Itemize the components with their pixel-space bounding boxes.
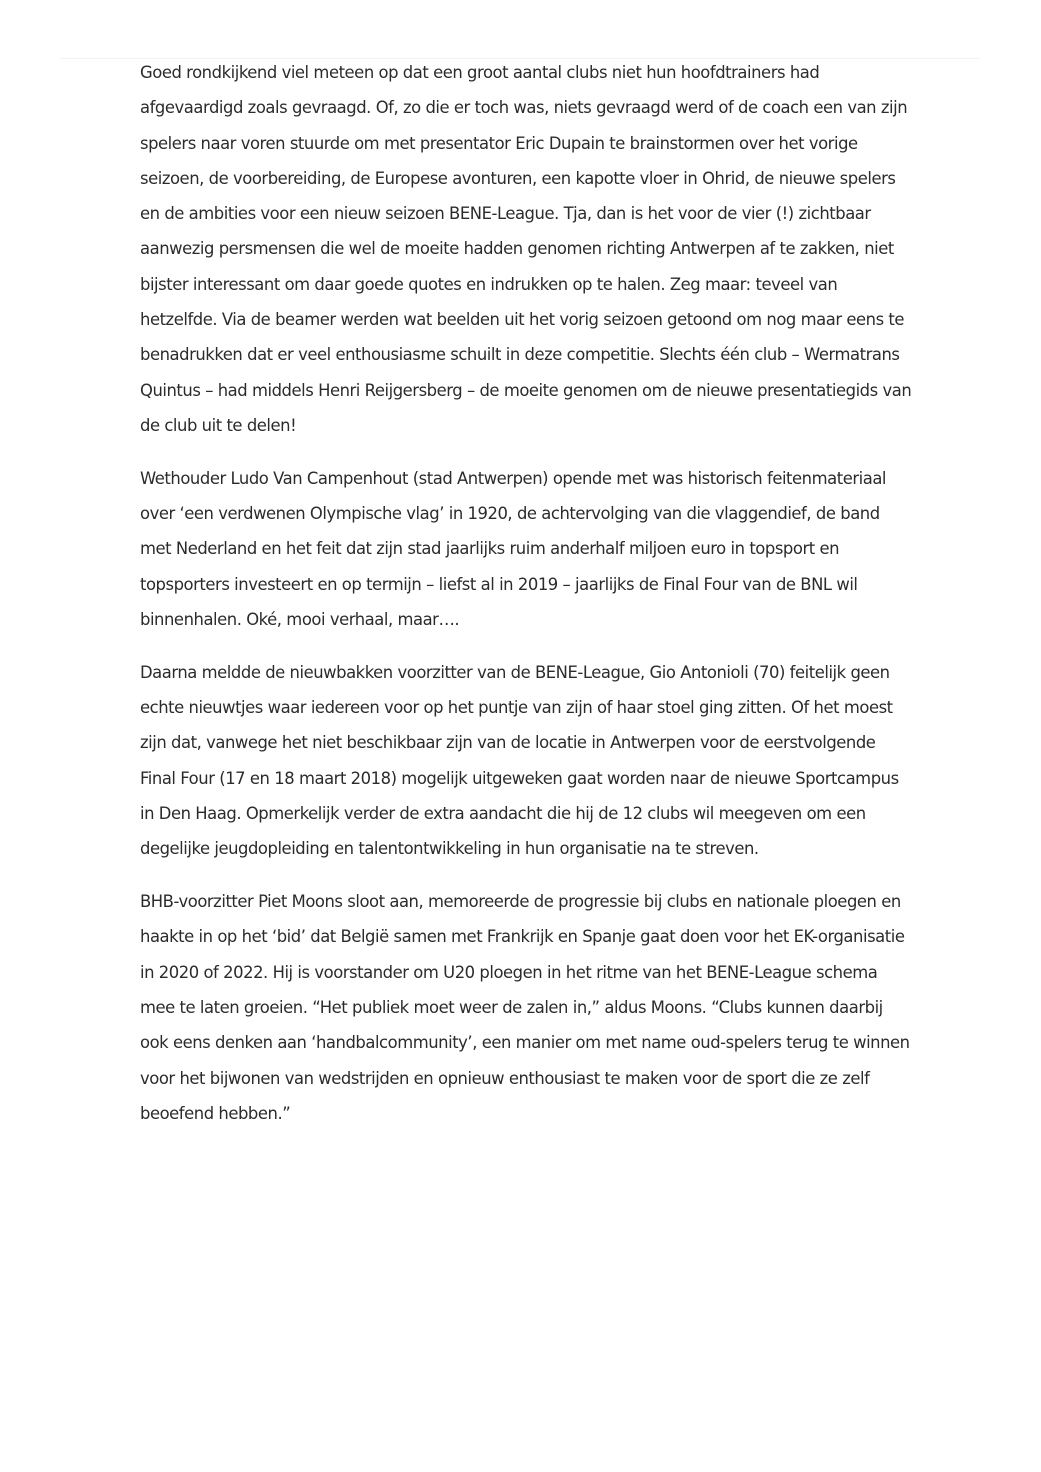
paragraph-league-chairman: Daarna meldde de nieuwbakken voorzitter van de BENE-League, Gio Antonioli (70) feitelijk geen echte nieuwtjes waar iedereen voor op het puntje van zijn of haar stoel ging zitten. Of het moest zijn dat, vanwege het niet beschikbaar zijn van de locatie in Antwerpen voor de eerstvolgende Final Four (17 en 18 maart 2018) mogelijk uitgeweken gaat worden naar de nieuwe Sportcampus in Den Haag. Opmerkelijk verder de extra aandacht die hij de 12 clubs wil meegeven om een degelijke jeugdopleiding en talentontwikkeling in hun organisatie na te streven. <box>140 662 899 859</box>
paragraph-alderman: Wethouder Ludo Van Campenhout (stad Antwerpen) opende met was historisch feitenmateriaal over ‘een verdwenen Olympische vlag’ in 1920, de achtervolging van die vlaggendief, de band met Nederland en het feit dat zijn stad jaarlijks ruim anderhalf miljoen euro in topsport en topsporters investeert en op termijn – liefst al in 2019 – jaarlijks de Final Four van de BNL wil binnenhalen. Oké, mooi verhaal, maar…. <box>140 468 887 629</box>
paragraph-bhb-chairman: BHB-voorzitter Piet Moons sloot aan, memoreerde de progressie bij clubs en nationale ploegen en haakte in op het ‘bid’ dat België samen met Frankrijk en Spanje gaat doen voor het EK-organisatie in 2020 of 2022. Hij is voorstander om U20 ploegen in het ritme van het BENE-League schema mee te laten groeien. “Het publiek moet weer de zalen in,” aldus Moons. “Clubs kunnen daarbij ook eens denken aan ‘handbalcommunity’, een manier om met name oud-spelers terug te winnen voor het bijwonen van wedstrijden en opnieuw enthousiast te maken voor de sport die ze zelf beoefend hebben.” <box>140 892 910 1123</box>
article-body <box>140 55 915 1149</box>
paragraph-press-conference: Goed rondkijkend viel meteen op dat een groot aantal clubs niet hun hoofdtrainers had afgevaardigd zoals gevraagd. Of, zo die er toch was, niets gevraagd werd of de coach een van zijn spelers naar voren stuurde om met presentator Eric Dupain te brainstormen over het vorige seizoen, de voorbereiding, de Europese avonturen, een kapotte vloer in Ohrid, de nieuwe spelers en de ambities voor een nieuw seizoen BENE-League. Tja, dan is het voor de vier (!) zichtbaar aanwezig persmensen die wel de moeite hadden genomen richting Antwerpen af te zakken, niet bijster interessant om daar goede quotes en indrukken op te halen. Zeg maar: teveel van hetzelfde. Via de beamer werden wat beelden uit het vorig seizoen getoond om nog maar eens te benadrukken dat er veel enthousiasme schuilt in deze competitie. Slechts één club – Wermatrans Quintus – had middels Henri Reijgersberg – de moeite genomen om de nieuwe presentatiegids van de club uit te delen! <box>140 63 912 435</box>
